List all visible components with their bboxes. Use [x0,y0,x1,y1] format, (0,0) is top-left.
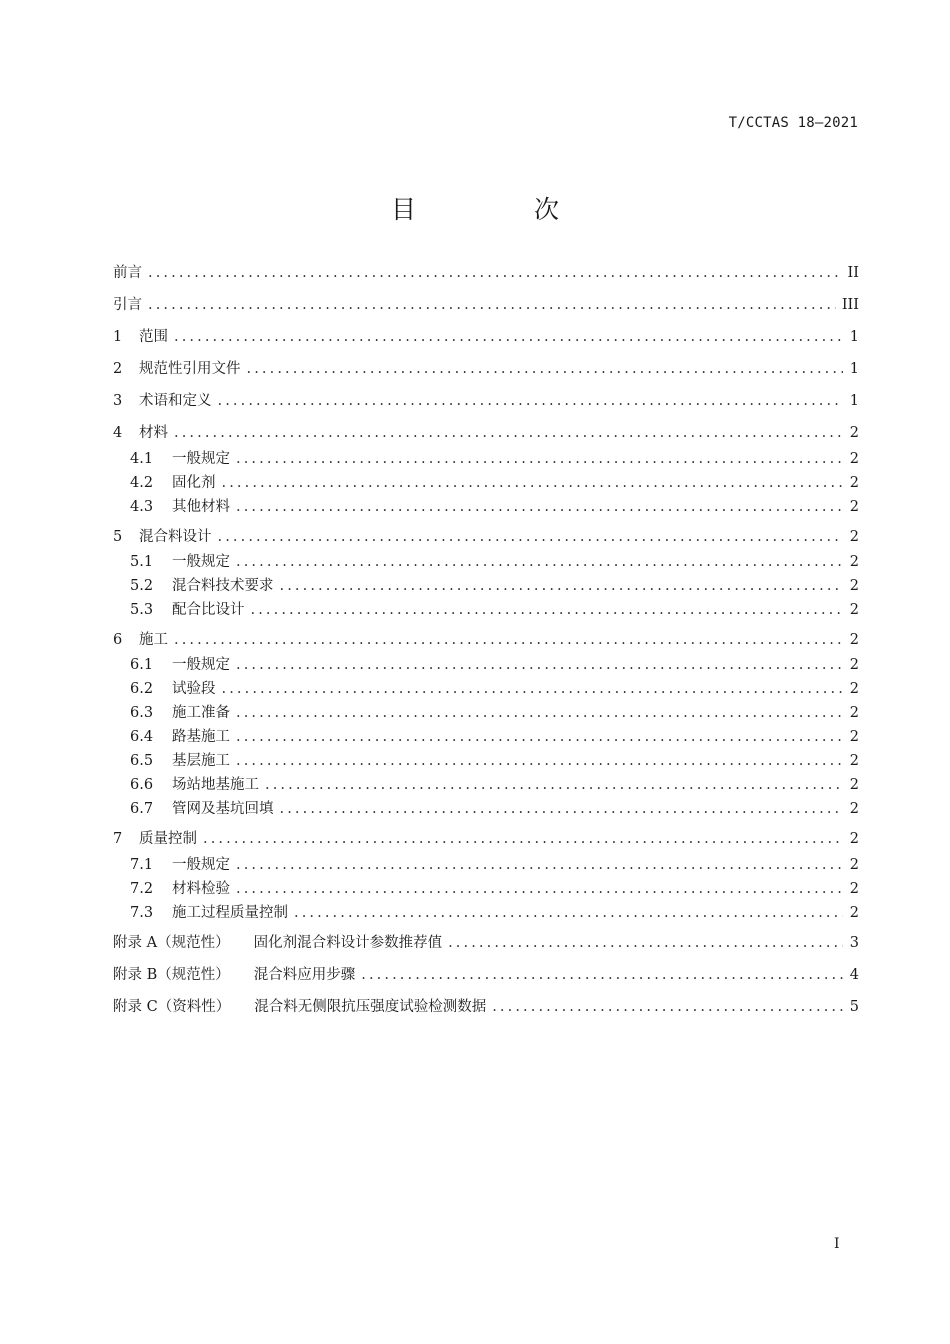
toc-entry-label: 材料检验 [172,881,230,897]
dot-leader [492,996,843,1018]
toc-entry-label: 一般规定 [172,857,230,873]
toc-appendix-entry[interactable] [113,996,859,1018]
toc-entry[interactable] [130,774,859,796]
dot-leader [236,551,843,573]
toc-entry-number: 7 [113,831,123,847]
dot-leader [203,828,843,850]
toc-entry[interactable] [130,654,859,676]
toc-entry[interactable] [113,629,859,651]
toc-page-number: 2 [849,881,859,897]
toc-entry-label: 材料 [139,425,168,441]
toc-page-number: 2 [849,905,859,921]
toc-entry-number: 7.1 [130,857,154,873]
page-number: I [834,1236,840,1252]
toc-page-number: 2 [849,602,859,618]
dot-leader [236,448,843,470]
dot-leader [148,262,842,284]
toc-page-number: 1 [849,329,859,345]
toc-entry-number: 4.3 [130,499,154,515]
toc-entry[interactable] [130,472,859,494]
toc-entry[interactable] [130,678,859,700]
toc-entry-label: 其他材料 [172,499,230,515]
toc-entry-label: 前言 [113,265,142,281]
dot-leader [280,798,844,820]
toc-entry-number: 5.2 [130,578,154,594]
toc-page-number: 2 [849,831,859,847]
toc-page-number: 2 [849,857,859,873]
dot-leader [148,294,836,316]
dot-leader [236,878,843,900]
toc-entry[interactable] [113,326,859,348]
dot-leader [236,702,843,724]
toc-page-number: 2 [849,451,859,467]
toc-page-number: 2 [849,578,859,594]
toc-entry[interactable] [130,878,859,900]
toc-entry[interactable] [113,294,859,316]
toc-appendix-entry[interactable] [113,964,859,986]
toc-page-number: III [841,297,859,313]
toc-page-number: 2 [849,705,859,721]
toc-page-number: 1 [849,393,859,409]
toc-page-number: 4 [849,967,859,983]
toc-page-number: 1 [849,361,859,377]
toc-page-number: 2 [849,632,859,648]
dot-leader [236,654,843,676]
dot-leader [222,678,844,700]
toc-entry-number: 1 [113,329,123,345]
toc-entry-number: 4.2 [130,475,154,491]
toc-page-number: 2 [849,657,859,673]
dot-leader [294,902,843,924]
dot-leader [222,472,844,494]
toc-entry-label: 场站地基施工 [172,777,259,793]
toc-entry-number: 2 [113,361,123,377]
toc-entry-number: 6.3 [130,705,154,721]
toc-entry-label: 固化剂混合料设计参数推荐值 [253,935,443,951]
dot-leader [236,496,843,518]
toc-entry[interactable] [113,358,859,380]
toc-entry[interactable] [130,726,859,748]
dot-leader [236,726,843,748]
document-code: T/CCTAS 18—2021 [728,115,858,131]
toc-entry[interactable] [130,575,859,597]
toc-page-number: 2 [849,554,859,570]
toc-entry[interactable] [130,448,859,470]
toc-page-number: 2 [849,425,859,441]
toc-appendix-tag: 附录 B（规范性） [113,967,230,983]
toc-page-number: 3 [849,935,859,951]
toc-entry-number: 6.5 [130,753,154,769]
toc-entry-label: 混合料应用步骤 [253,967,356,983]
toc-entry-label: 引言 [113,297,142,313]
toc-entry[interactable] [113,262,859,284]
toc-entry-label: 术语和定义 [139,393,212,409]
toc-entry[interactable] [130,798,859,820]
toc-entry-label: 施工 [139,632,168,648]
toc-entry-label: 配合比设计 [172,602,245,618]
dot-leader [218,526,844,548]
toc-entry-number: 6.2 [130,681,154,697]
toc-entry[interactable] [113,526,859,548]
toc-entry-label: 管网及基坑回填 [172,801,274,817]
toc-entry-number: 4.1 [130,451,154,467]
dot-leader [280,575,844,597]
toc-entry[interactable] [130,496,859,518]
toc-entry-number: 6.7 [130,801,154,817]
dot-leader [251,599,844,621]
dot-leader [247,358,844,380]
toc-entry-label: 规范性引用文件 [139,361,241,377]
toc-entry[interactable] [130,702,859,724]
toc-entry-label: 一般规定 [172,554,230,570]
toc-entry-number: 3 [113,393,123,409]
toc-entry[interactable] [130,599,859,621]
toc-entry-label: 施工准备 [172,705,230,721]
toc-entry-label: 试验段 [172,681,216,697]
toc-page-number: 2 [849,499,859,515]
toc-entry[interactable] [113,422,859,444]
toc-entry-label: 混合料无侧限抗压强度试验检测数据 [254,999,487,1015]
dot-leader [448,932,843,954]
toc-entry-label: 混合料设计 [139,529,212,545]
toc-page-number: 2 [849,475,859,491]
toc-appendix-tag: 附录 A（规范性） [113,935,230,951]
toc-entry-label: 一般规定 [172,451,230,467]
toc-page-number: 2 [849,681,859,697]
toc-entry-number: 5 [113,529,123,545]
dot-leader [361,964,843,986]
toc-entry-number: 6 [113,632,123,648]
toc-entry[interactable] [130,750,859,772]
toc-entry[interactable] [113,390,859,412]
toc-appendix-tag: 附录 C（资料性） [113,999,231,1015]
toc-entry-label: 路基施工 [172,729,230,745]
dot-leader [174,326,843,348]
toc-entry-number: 5.3 [130,602,154,618]
toc-page-number: 5 [849,999,859,1015]
dot-leader [174,629,843,651]
toc-entry-label: 基层施工 [172,753,230,769]
toc-entry-label: 固化剂 [172,475,216,491]
toc-entry-label: 质量控制 [139,831,197,847]
toc-entry[interactable] [113,828,859,850]
toc-entry-label: 混合料技术要求 [172,578,274,594]
toc-entry-number: 4 [113,425,123,441]
toc-entry[interactable] [130,551,859,573]
toc-entry[interactable] [130,854,859,876]
toc-entry-label: 一般规定 [172,657,230,673]
toc-entry-number: 7.3 [130,905,154,921]
toc-entry-number: 6.4 [130,729,154,745]
toc-entry-number: 6.6 [130,777,154,793]
toc-page-number: 2 [849,801,859,817]
dot-leader [236,854,843,876]
dot-leader [265,774,843,796]
toc-page-number: II [847,265,859,281]
toc-entry-number: 7.2 [130,881,154,897]
toc-entry-number: 6.1 [130,657,154,673]
dot-leader [236,750,843,772]
toc-page-number: 2 [849,529,859,545]
toc-entry-label: 施工过程质量控制 [172,905,288,921]
toc-appendix-entry[interactable] [113,932,859,954]
toc-title: 目 次 [391,195,614,224]
toc-entry-number: 5.1 [130,554,154,570]
toc-page-number: 2 [849,729,859,745]
toc-page-number: 2 [849,777,859,793]
dot-leader [218,390,844,412]
toc-entry[interactable] [130,902,859,924]
toc-entry-label: 范围 [139,329,168,345]
toc-page-number: 2 [849,753,859,769]
dot-leader [174,422,843,444]
